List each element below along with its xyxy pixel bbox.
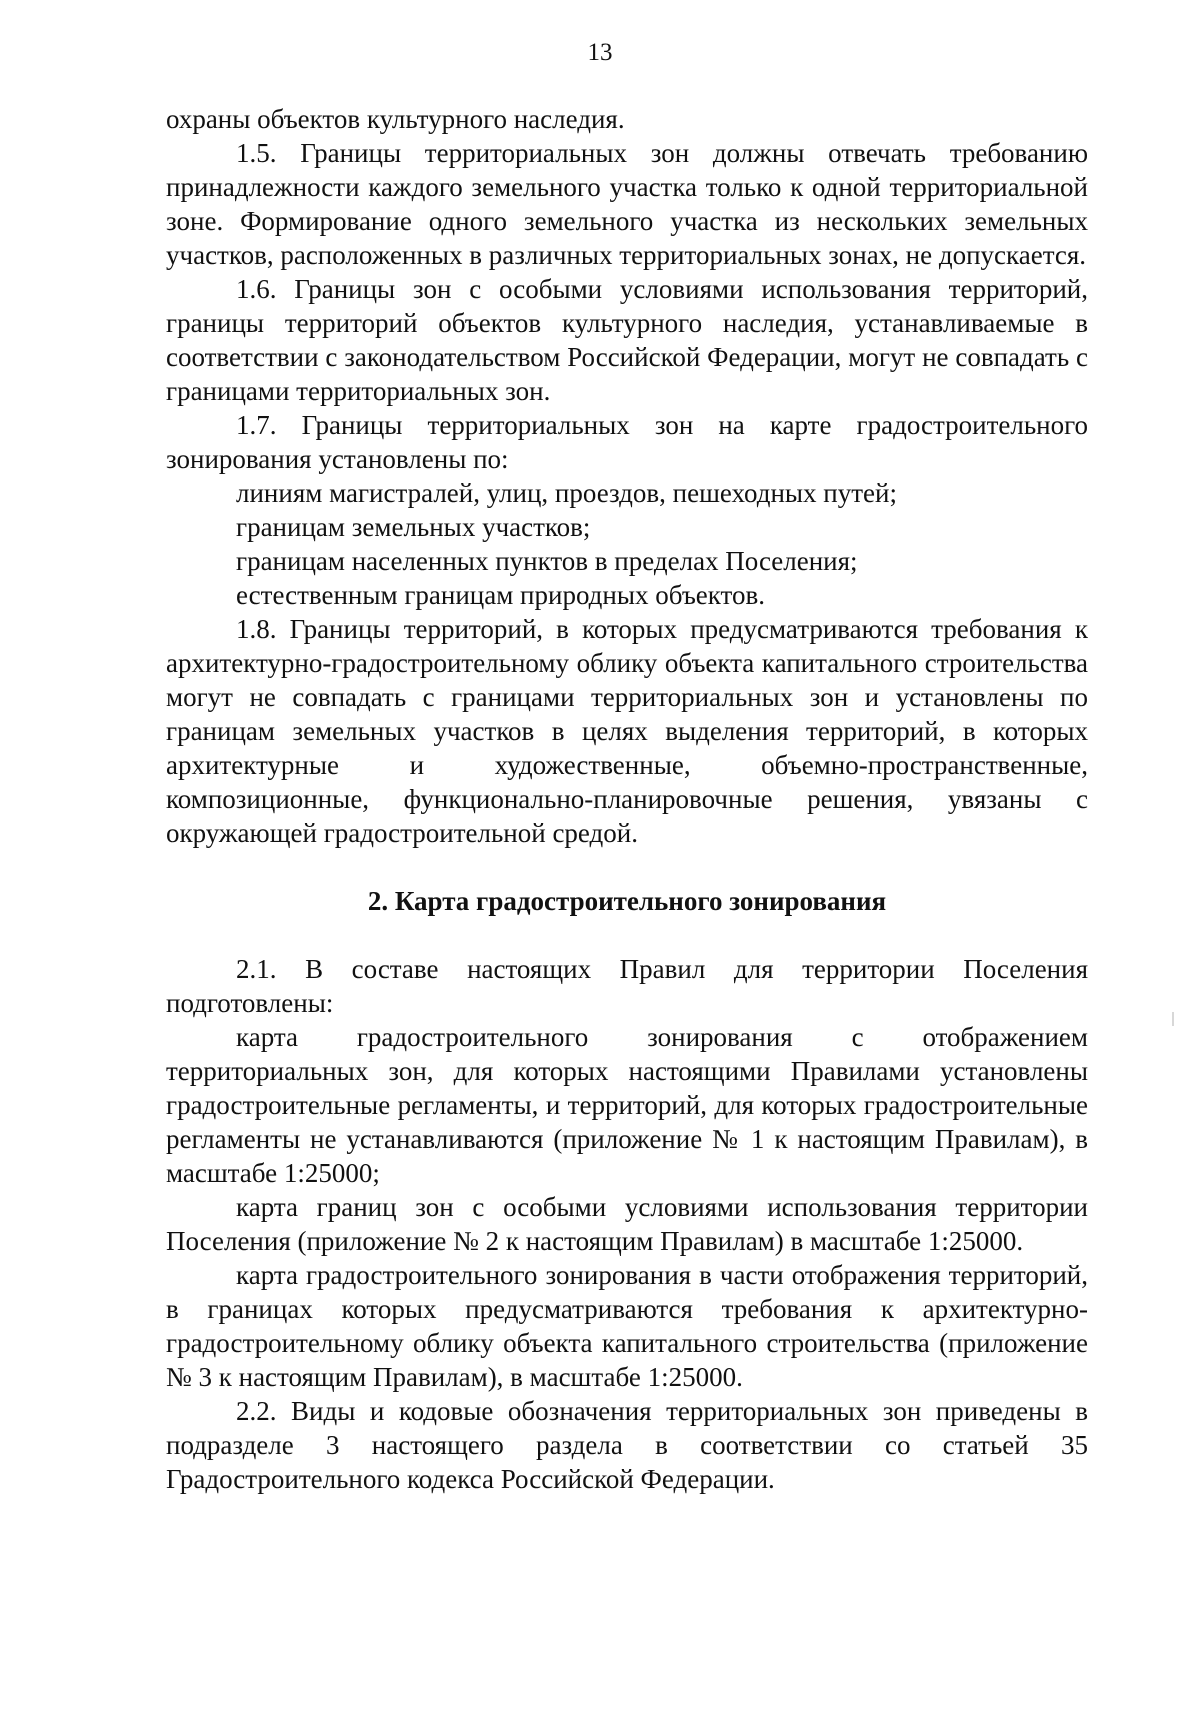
paragraph-2-1-b: карта границ зон с особыми условиями использования территории Поселения (приложение № 2 к настоящим Правилам) в масштабе 1:25000. (166, 1192, 1088, 1256)
paragraph-continuation: охраны объектов культурного наследия. (166, 104, 625, 134)
document-body (166, 102, 1088, 1496)
section-heading: 2. Карта градостроительного зонирования (367, 886, 887, 916)
list-item-boundary: границам земельных участков; (236, 512, 591, 542)
paragraph-2-1-c: карта градостроительного зонирования в части отображения территорий, в границах которых предусматриваются требования к архитектурно-градостроительному облику объекта капитального строительства (приложение № 3 к настоящим Правилам), в масштабе 1:25000. (166, 1260, 1088, 1392)
paragraph-2-1: 2.1. В составе настоящих Правил для территории Поселения подготовлены: (166, 954, 1088, 1018)
paragraph-2-2: 2.2. Виды и кодовые обозначения территориальных зон приведены в подразделе 3 настоящего раздела в соответствии со статьей 35 Градостроительного кодекса Российской Федерации. (166, 1396, 1088, 1494)
paragraph-1-7: 1.7. Границы территориальных зон на карте градостроительного зонирования установлены по: (166, 410, 1088, 474)
page-number: 13 (587, 39, 613, 66)
list-item-boundary: естественным границам природных объектов. (236, 580, 765, 610)
scan-artifact (1172, 1012, 1174, 1026)
paragraph-1-8: 1.8. Границы территорий, в которых предусматриваются требования к архитектурно-градостроительному облику объекта капитального строительства могут не совпадать с границами территориальных зон и установлены по границам земельных участков в целях выделения территорий, в которых архитектурные и художественные, объемно-пространственные, композиционные, функционально-планировочные решения, увязаны с окружающей градостроительной средой. (166, 614, 1088, 848)
list-item-boundary: линиям магистралей, улиц, проездов, пешеходных путей; (236, 478, 897, 508)
paragraph-2-1-a: карта градостроительного зонирования с отображением территориальных зон, для которых настоящими Правилами установлены градостроительные регламенты, и территорий, для которых градостроительные регламенты не устанавливаются (приложение № 1 к настоящим Правилам), в масштабе 1:25000; (166, 1022, 1088, 1188)
paragraph-1-6: 1.6. Границы зон с особыми условиями использования территорий, границы территорий объектов культурного наследия, устанавливаемые в соответствии с законодательством Российской Федерации, могут не совпадать с границами территориальных зон. (166, 274, 1088, 406)
paragraph-1-5: 1.5. Границы территориальных зон должны отвечать требованию принадлежности каждого земельного участка только к одной территориальной зоне. Формирование одного земельного участка из нескольких земельных участков, расположенных в различных территориальных зонах, не допускается. (166, 138, 1088, 270)
list-item-boundary: границам населенных пунктов в пределах Поселения; (236, 546, 858, 576)
